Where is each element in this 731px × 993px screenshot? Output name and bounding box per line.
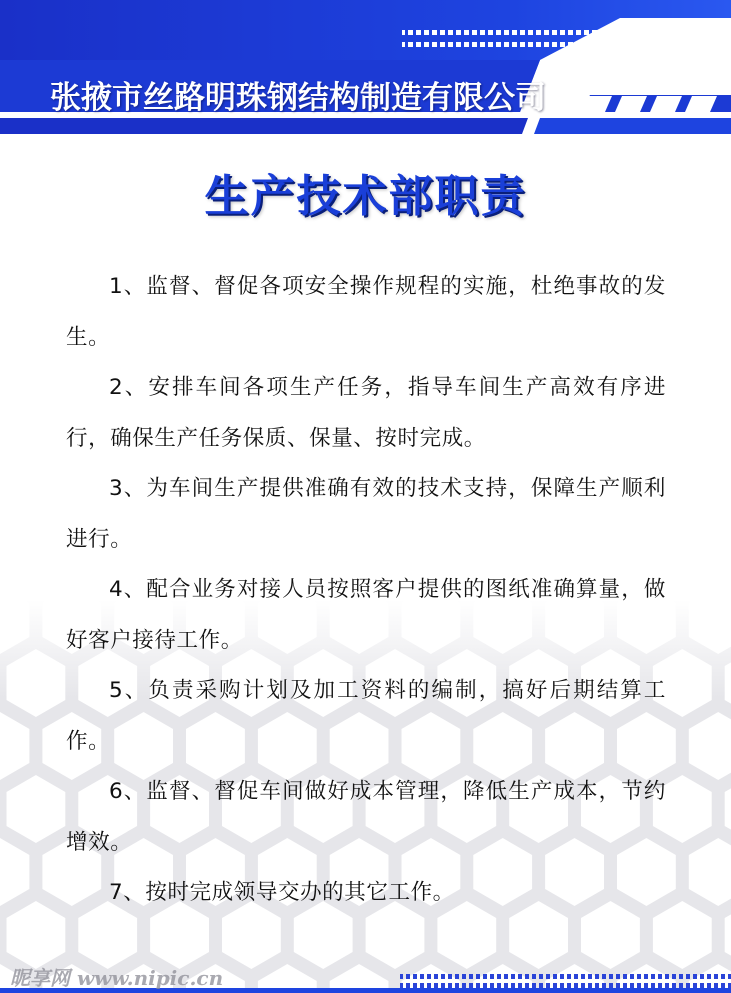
document-title: 生产技术部职责 (204, 171, 527, 222)
header-band (0, 0, 731, 140)
company-name: 张掖市丝路明珠钢结构制造有限公司 (50, 80, 546, 116)
duty-item-6: 6、监督、督促车间做好成本管理，降低生产成本，节约增效。 (66, 779, 666, 855)
duty-list (66, 262, 666, 919)
duty-item-5: 5、负责采购计划及加工资料的编制，搞好后期结算工作。 (66, 678, 666, 754)
slanted-bars-decoration (560, 96, 717, 112)
duty-item-3: 3、为车间生产提供准确有效的技术支持，保障生产顺利进行。 (66, 476, 666, 552)
duty-item-7: 7、按时完成领导交办的其它工作。 (109, 880, 455, 905)
watermark-text: 昵享网 www.nipic.cn (10, 966, 224, 990)
duty-item-4: 4、配合业务对接人员按照客户提供的图纸准确算量，做好客户接待工作。 (66, 577, 666, 653)
duty-item-2: 2、安排车间各项生产任务，指导车间生产高效有序进行，确保生产任务保质、保量、按时完成。 (66, 375, 666, 451)
duty-item-1: 1、监督、督促各项安全操作规程的实施，杜绝事故的发生。 (66, 274, 666, 350)
